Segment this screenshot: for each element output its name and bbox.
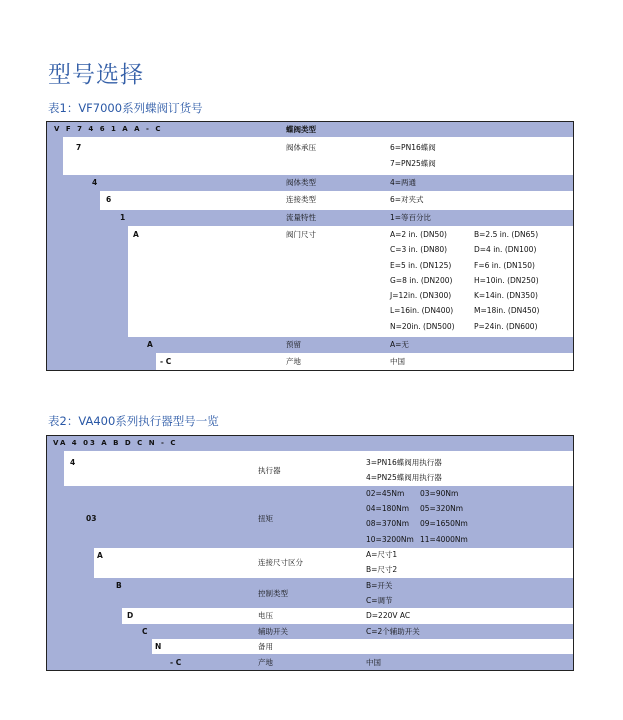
t2-code-aux: C	[142, 627, 148, 636]
t1-param-origin: 产地	[286, 357, 301, 366]
t2-param-origin: 产地	[258, 658, 273, 667]
t1-size-right-6: P=24in. (DN600)	[474, 322, 538, 331]
t2-val-actuator-1: 3=PN16蝶阀用执行器	[366, 458, 442, 467]
table2-stair-6	[122, 624, 138, 670]
table2-stair-4	[94, 578, 112, 670]
t1-size-right-2: F=6 in. (DN150)	[474, 261, 535, 270]
table1-stair-3	[86, 191, 100, 370]
t2-val-aux: C=2个辅助开关	[366, 627, 420, 636]
table1-stair-6	[128, 337, 142, 370]
table1-code-header: V F 7 4 6 1 A A - C	[54, 125, 163, 133]
t2-torque-right-1: 05=320Nm	[420, 504, 464, 513]
t1-code-reserved: A	[147, 340, 153, 349]
t1-size-left-1: C=3 in. (DN80)	[390, 245, 448, 254]
t2-param-aux: 辅助开关	[258, 627, 288, 636]
table2-caption: 表2：VA400系列执行器型号一览	[48, 414, 219, 428]
t2-code-origin: - C	[170, 658, 182, 667]
page-title: 型号选择	[48, 62, 144, 88]
t1-param-reserved: 预留	[286, 340, 301, 349]
t1-size-left-4: J=12in. (DN300)	[390, 291, 452, 300]
t2-val-origin: 中国	[366, 658, 381, 667]
t1-size-left-5: L=16in. (DN400)	[390, 306, 454, 315]
table1-band-reserved	[142, 337, 573, 353]
t2-torque-left-2: 08=370Nm	[366, 519, 410, 528]
t2-torque-left-3: 10=3200Nm	[366, 535, 414, 544]
t1-size-left-6: N=20in. (DN500)	[390, 322, 455, 331]
table2-band-aux	[138, 624, 573, 639]
table1-stair-1	[47, 137, 63, 370]
table1-stair-5	[114, 226, 128, 370]
t2-code-torque: 03	[86, 514, 97, 523]
table2-stair-1	[47, 451, 64, 670]
t1-code-body: 4	[92, 178, 98, 187]
table2-stair-2	[64, 486, 82, 670]
t2-param-torque: 扭矩	[258, 514, 273, 523]
t1-val-pressure-2: 7=PN25蝶阀	[390, 159, 436, 168]
t1-val-reserved: A=无	[390, 340, 409, 349]
t2-torque-right-3: 11=4000Nm	[420, 535, 468, 544]
t2-param-actuator: 执行器	[258, 466, 281, 475]
table2-band-torque	[82, 486, 573, 548]
t1-size-left-3: G=8 in. (DN200)	[390, 276, 453, 285]
t1-val-conn: 6=对夹式	[390, 195, 424, 204]
t2-val-connsize-2: B=尺寸2	[366, 565, 398, 574]
t2-code-connsize: A	[97, 551, 103, 560]
t2-param-voltage: 电压	[258, 611, 273, 620]
t1-param-size: 阀门尺寸	[286, 230, 316, 239]
t1-code-size: A	[133, 230, 139, 239]
table1-column-header: 蝶阀类型	[286, 125, 316, 134]
table1-caption: 表1：VF7000系列蝶阀订货号	[48, 101, 203, 115]
t1-param-pressure: 阀体承压	[286, 143, 316, 152]
t1-val-pressure-1: 6=PN16蝶阀	[390, 143, 436, 152]
t1-val-body: 4=两通	[390, 178, 417, 187]
t1-code-pressure: 7	[76, 143, 82, 152]
t1-size-right-0: B=2.5 in. (DN65)	[474, 230, 539, 239]
t1-code-origin: - C	[160, 357, 172, 366]
t2-val-voltage: D=220V AC	[366, 611, 411, 620]
t1-size-right-3: H=10in. (DN250)	[474, 276, 539, 285]
t1-size-left-0: A=2 in. (DN50)	[390, 230, 447, 239]
table1-stair-4	[100, 210, 114, 370]
table2-code-header: VA 4 03 A B D C N - C	[53, 439, 178, 447]
t2-torque-left-0: 02=45Nm	[366, 489, 405, 498]
t2-val-control-2: C=调节	[366, 596, 393, 605]
t1-code-flow: 1	[120, 213, 126, 222]
table1-band-body	[86, 175, 573, 191]
table2-band-control	[112, 578, 573, 608]
t1-size-right-4: K=14in. (DN350)	[474, 291, 538, 300]
table2-stair-8	[152, 654, 166, 670]
t2-val-control-1: B=开关	[366, 581, 393, 590]
t1-param-flow: 流量特性	[286, 213, 316, 222]
t1-val-origin: 中国	[390, 357, 405, 366]
t2-torque-right-2: 09=1650Nm	[420, 519, 468, 528]
t1-code-conn: 6	[106, 195, 112, 204]
t2-val-connsize-1: A=尺寸1	[366, 550, 398, 559]
t2-code-spare: N	[155, 642, 162, 651]
t2-param-control: 控制类型	[258, 589, 288, 598]
t1-size-right-5: M=18in. (DN450)	[474, 306, 540, 315]
table1-stair-7	[142, 353, 156, 370]
t1-val-flow: 1=等百分比	[390, 213, 432, 222]
t2-code-control: B	[116, 581, 122, 590]
t1-size-right-1: D=4 in. (DN100)	[474, 245, 537, 254]
table1-band-flow	[114, 210, 573, 226]
t2-val-actuator-2: 4=PN25蝶阀用执行器	[366, 473, 442, 482]
t1-param-body: 阀体类型	[286, 178, 316, 187]
t2-torque-left-1: 04=180Nm	[366, 504, 410, 513]
t1-size-left-2: E=5 in. (DN125)	[390, 261, 452, 270]
table1-stair-2	[63, 175, 86, 370]
t2-torque-right-0: 03=90Nm	[420, 489, 459, 498]
t2-code-voltage: D	[127, 611, 134, 620]
t1-param-conn: 连接类型	[286, 195, 316, 204]
t2-param-connsize: 连接尺寸区分	[258, 558, 303, 567]
t2-code-actuator: 4	[70, 458, 76, 467]
t2-param-spare: 备用	[258, 642, 273, 651]
